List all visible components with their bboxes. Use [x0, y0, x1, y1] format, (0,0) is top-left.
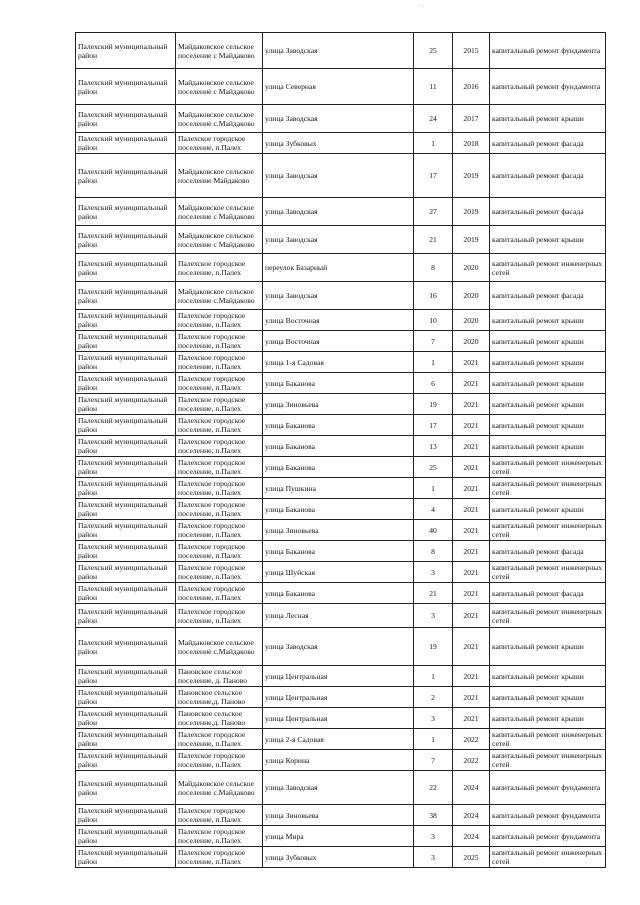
work-type-cell: капитальный ремонт крыши — [490, 373, 606, 394]
year-cell: 2021 — [453, 562, 490, 583]
house-number-cell: 22 — [414, 771, 453, 805]
year-cell: 2021 — [453, 541, 490, 562]
house-number-cell: 1 — [414, 666, 453, 687]
street-cell: улица Центральная — [263, 708, 414, 729]
year-cell: 2018 — [453, 133, 490, 154]
street-cell: улица Пушкина — [263, 478, 414, 499]
house-number-cell: 7 — [414, 331, 453, 352]
year-cell: 2024 — [453, 805, 490, 826]
work-type-cell: капитальный ремонт фундамента — [490, 33, 606, 69]
district-cell: Палехский муниципальный район — [76, 520, 176, 541]
house-number-cell: 21 — [414, 583, 453, 604]
street-cell: улица Заводская — [263, 771, 414, 805]
work-type-cell: капитальный ремонт фасада — [490, 583, 606, 604]
street-cell: улица Заводская — [263, 282, 414, 310]
house-number-cell: 25 — [414, 33, 453, 69]
district-cell: Палехский муниципальный район — [76, 105, 176, 133]
year-cell: 2021 — [453, 373, 490, 394]
house-number-cell: 8 — [414, 254, 453, 282]
work-type-cell: капитальный ремонт фундамента — [490, 771, 606, 805]
year-cell: 2024 — [453, 826, 490, 847]
house-number-cell: 24 — [414, 105, 453, 133]
year-cell: 2016 — [453, 69, 490, 105]
year-cell: 2021 — [453, 604, 490, 628]
year-cell: 2021 — [453, 628, 490, 666]
table-row — [76, 583, 606, 604]
table-row — [76, 415, 606, 436]
house-number-cell: 6 — [414, 373, 453, 394]
settlement-cell: Палехское городское поселение, п.Палех — [176, 499, 263, 520]
work-type-cell: капитальный ремонт инженерных сетей — [490, 562, 606, 583]
table-row — [76, 457, 606, 478]
house-number-cell: 40 — [414, 520, 453, 541]
year-cell: 2020 — [453, 310, 490, 331]
house-number-cell: 19 — [414, 394, 453, 415]
house-number-cell: 3 — [414, 826, 453, 847]
settlement-cell: Палехское городское поселение, п.Палех — [176, 520, 263, 541]
table-row — [76, 826, 606, 847]
year-cell: 2019 — [453, 154, 490, 198]
house-number-cell: 4 — [414, 499, 453, 520]
street-cell: улица Баканова — [263, 499, 414, 520]
table-row — [76, 394, 606, 415]
year-cell: 2020 — [453, 331, 490, 352]
table-row — [76, 105, 606, 133]
house-number-cell: 11 — [414, 69, 453, 105]
house-number-cell: 21 — [414, 226, 453, 254]
street-cell: улица Центральная — [263, 687, 414, 708]
settlement-cell: Пановское сельское поселение,д. Паново — [176, 708, 263, 729]
table-row — [76, 805, 606, 826]
street-cell: улица Северная — [263, 69, 414, 105]
settlement-cell: Майдаковское сельское поселение с.Майдаково — [176, 628, 263, 666]
work-type-cell: капитальный ремонт инженерных сетей — [490, 604, 606, 628]
settlement-cell: Майдаковское сельское поселение с Майдаково — [176, 226, 263, 254]
settlement-cell: Майдаковское сельское поселение Майдаково — [176, 154, 263, 198]
settlement-cell: Палехское городское поселение, п.Палех — [176, 583, 263, 604]
year-cell: 2019 — [453, 226, 490, 254]
year-cell: 2021 — [453, 352, 490, 373]
settlement-cell: Майдаковское сельское поселение с.Майдаково — [176, 282, 263, 310]
table-body — [76, 33, 606, 868]
street-cell: улица Корина — [263, 750, 414, 771]
settlement-cell: Палехское городское поселение, п.Палех — [176, 847, 263, 868]
street-cell: улица Баканова — [263, 457, 414, 478]
table-sheet — [75, 32, 605, 868]
district-cell: Палехский муниципальный район — [76, 826, 176, 847]
district-cell: Палехский муниципальный район — [76, 154, 176, 198]
street-cell: улица Центральная — [263, 666, 414, 687]
house-number-cell: 8 — [414, 541, 453, 562]
work-type-cell: капитальный ремонт инженерных сетей — [490, 847, 606, 868]
settlement-cell: Палехское городское поселение, п.Палех — [176, 352, 263, 373]
settlement-cell: Майдаковское сельское поселение с Майдаково — [176, 198, 263, 226]
year-cell: 2022 — [453, 750, 490, 771]
scan-mark: · . — [418, 3, 423, 9]
district-cell: Палехский муниципальный район — [76, 604, 176, 628]
district-cell: Палехский муниципальный район — [76, 133, 176, 154]
work-type-cell: капитальный ремонт крыши — [490, 226, 606, 254]
table-row — [76, 69, 606, 105]
house-number-cell: 10 — [414, 310, 453, 331]
table-row — [76, 154, 606, 198]
table-row — [76, 331, 606, 352]
settlement-cell: Майдаковское сельское поселение с.Майдаково — [176, 105, 263, 133]
settlement-cell: Палехское городское поселение, п.Палех — [176, 750, 263, 771]
settlement-cell: Палехское городское поселение, п.Палех — [176, 457, 263, 478]
district-cell: Палехский муниципальный район — [76, 562, 176, 583]
work-type-cell: капитальный ремонт фундамента — [490, 805, 606, 826]
settlement-cell: Палехское городское поселение, п.Палех — [176, 478, 263, 499]
work-type-cell: капитальный ремонт крыши — [490, 310, 606, 331]
table-row — [76, 478, 606, 499]
house-number-cell: 27 — [414, 198, 453, 226]
district-cell: Палехский муниципальный район — [76, 226, 176, 254]
table-row — [76, 133, 606, 154]
district-cell: Палехский муниципальный район — [76, 750, 176, 771]
district-cell: Палехский муниципальный район — [76, 708, 176, 729]
table-row — [76, 310, 606, 331]
house-number-cell: 1 — [414, 133, 453, 154]
district-cell: Палехский муниципальный район — [76, 394, 176, 415]
settlement-cell: Майдаковское сельское поселение с Майдаково — [176, 69, 263, 105]
street-cell: улица Баканова — [263, 373, 414, 394]
work-type-cell: капитальный ремонт крыши — [490, 105, 606, 133]
house-number-cell: 19 — [414, 628, 453, 666]
district-cell: Палехский муниципальный район — [76, 666, 176, 687]
settlement-cell: Майдаковское сельское поселение с Майдаково — [176, 33, 263, 69]
street-cell: улица Баканова — [263, 541, 414, 562]
house-number-cell: 17 — [414, 415, 453, 436]
house-number-cell: 13 — [414, 436, 453, 457]
settlement-cell: Палехское городское поселение, п.Палех — [176, 254, 263, 282]
settlement-cell: Палехское городское поселение, п.Палех — [176, 133, 263, 154]
table-row — [76, 771, 606, 805]
settlement-cell: Палехское городское поселение, п.Палех — [176, 310, 263, 331]
table-row — [76, 729, 606, 750]
year-cell: 2021 — [453, 520, 490, 541]
street-cell: улица Шуйская — [263, 562, 414, 583]
work-type-cell: капитальный ремонт фундамента — [490, 69, 606, 105]
settlement-cell: Палехское городское поселение, п.Палех — [176, 394, 263, 415]
repair-schedule-table — [75, 32, 606, 868]
street-cell: улица Заводская — [263, 105, 414, 133]
street-cell: улица 1-я Садовая — [263, 352, 414, 373]
district-cell: Палехский муниципальный район — [76, 729, 176, 750]
year-cell: 2022 — [453, 729, 490, 750]
settlement-cell: Палехское городское поселение, п.Палех — [176, 729, 263, 750]
work-type-cell: капитальный ремонт фасада — [490, 133, 606, 154]
table-row — [76, 282, 606, 310]
year-cell: 2021 — [453, 394, 490, 415]
table-row — [76, 254, 606, 282]
street-cell: улица Заводская — [263, 628, 414, 666]
street-cell: улица Баканова — [263, 583, 414, 604]
year-cell: 2025 — [453, 847, 490, 868]
settlement-cell: Палехское городское поселение, п.Палех — [176, 541, 263, 562]
house-number-cell: 3 — [414, 708, 453, 729]
settlement-cell: Пановское сельское поселение,д. Паново — [176, 687, 263, 708]
table-row — [76, 604, 606, 628]
table-row — [76, 33, 606, 69]
year-cell: 2021 — [453, 457, 490, 478]
house-number-cell: 1 — [414, 352, 453, 373]
house-number-cell: 3 — [414, 604, 453, 628]
work-type-cell: капитальный ремонт инженерных сетей — [490, 520, 606, 541]
work-type-cell: капитальный ремонт крыши — [490, 687, 606, 708]
work-type-cell: капитальный ремонт инженерных сетей — [490, 254, 606, 282]
work-type-cell: капитальный ремонт фасада — [490, 154, 606, 198]
house-number-cell: 16 — [414, 282, 453, 310]
year-cell: 2021 — [453, 666, 490, 687]
work-type-cell: капитальный ремонт крыши — [490, 331, 606, 352]
street-cell: улица Зиновьева — [263, 805, 414, 826]
year-cell: 2021 — [453, 708, 490, 729]
year-cell: 2021 — [453, 478, 490, 499]
settlement-cell: Палехское городское поселение, п.Палех — [176, 415, 263, 436]
year-cell: 2021 — [453, 436, 490, 457]
house-number-cell: 38 — [414, 805, 453, 826]
year-cell: 2019 — [453, 198, 490, 226]
year-cell: 2020 — [453, 282, 490, 310]
table-row — [76, 750, 606, 771]
district-cell: Палехский муниципальный район — [76, 687, 176, 708]
settlement-cell: Палехское городское поселение, п.Палех — [176, 331, 263, 352]
year-cell: 2017 — [453, 105, 490, 133]
settlement-cell: Майдаковское сельское поселение с.Майдаково — [176, 771, 263, 805]
work-type-cell: капитальный ремонт крыши — [490, 394, 606, 415]
settlement-cell: Палехское городское поселение, п.Палех — [176, 805, 263, 826]
district-cell: Палехский муниципальный район — [76, 310, 176, 331]
year-cell: 2021 — [453, 415, 490, 436]
house-number-cell: 3 — [414, 562, 453, 583]
house-number-cell: 2 — [414, 687, 453, 708]
district-cell: Палехский муниципальный район — [76, 805, 176, 826]
work-type-cell: капитальный ремонт фасада — [490, 198, 606, 226]
work-type-cell: капитальный ремонт крыши — [490, 352, 606, 373]
year-cell: 2024 — [453, 771, 490, 805]
year-cell: 2015 — [453, 33, 490, 69]
district-cell: Палехский муниципальный район — [76, 771, 176, 805]
year-cell: 2021 — [453, 583, 490, 604]
settlement-cell: Палехское городское поселение, п.Палех — [176, 826, 263, 847]
work-type-cell: капитальный ремонт инженерных сетей — [490, 478, 606, 499]
settlement-cell: Палехское городское поселение, п.Палех — [176, 562, 263, 583]
work-type-cell: капитальный ремонт крыши — [490, 708, 606, 729]
table-row — [76, 541, 606, 562]
house-number-cell: 3 — [414, 847, 453, 868]
street-cell: улица Заводская — [263, 33, 414, 69]
house-number-cell: 1 — [414, 729, 453, 750]
table-row — [76, 562, 606, 583]
house-number-cell: 7 — [414, 750, 453, 771]
street-cell: улица 2-я Садовая — [263, 729, 414, 750]
district-cell: Палехский муниципальный район — [76, 436, 176, 457]
district-cell: Палехский муниципальный район — [76, 415, 176, 436]
district-cell: Палехский муниципальный район — [76, 198, 176, 226]
table-row — [76, 708, 606, 729]
work-type-cell: капитальный ремонт инженерных сетей — [490, 457, 606, 478]
table-row — [76, 666, 606, 687]
district-cell: Палехский муниципальный район — [76, 33, 176, 69]
work-type-cell: капитальный ремонт крыши — [490, 415, 606, 436]
table-row — [76, 628, 606, 666]
district-cell: Палехский муниципальный район — [76, 847, 176, 868]
work-type-cell: капитальный ремонт фасада — [490, 541, 606, 562]
table-row — [76, 847, 606, 868]
year-cell: 2021 — [453, 499, 490, 520]
street-cell: улица Баканова — [263, 415, 414, 436]
work-type-cell: капитальный ремонт крыши — [490, 666, 606, 687]
table-row — [76, 226, 606, 254]
street-cell: улица Восточная — [263, 310, 414, 331]
settlement-cell: Пановское сельское поселение, д. Паново — [176, 666, 263, 687]
settlement-cell: Палехское городское поселение, п.Палех — [176, 604, 263, 628]
work-type-cell: капитальный ремонт инженерных сетей — [490, 729, 606, 750]
district-cell: Палехский муниципальный район — [76, 457, 176, 478]
district-cell: Палехский муниципальный район — [76, 69, 176, 105]
table-row — [76, 352, 606, 373]
table-row — [76, 198, 606, 226]
street-cell: улица Зубковых — [263, 133, 414, 154]
year-cell: 2020 — [453, 254, 490, 282]
house-number-cell: 1 — [414, 478, 453, 499]
work-type-cell: капитальный ремонт фундамента — [490, 826, 606, 847]
year-cell: 2021 — [453, 687, 490, 708]
table-row — [76, 520, 606, 541]
district-cell: Палехский муниципальный район — [76, 331, 176, 352]
work-type-cell: капитальный ремонт крыши — [490, 628, 606, 666]
table-row — [76, 436, 606, 457]
settlement-cell: Палехское городское поселение, п.Палех — [176, 373, 263, 394]
table-row — [76, 373, 606, 394]
work-type-cell: капитальный ремонт фасада — [490, 282, 606, 310]
district-cell: Палехский муниципальный район — [76, 282, 176, 310]
street-cell: улица Лесная — [263, 604, 414, 628]
street-cell: улица Зубковых — [263, 847, 414, 868]
district-cell: Палехский муниципальный район — [76, 254, 176, 282]
street-cell: улица Заводская — [263, 198, 414, 226]
street-cell: улица Восточная — [263, 331, 414, 352]
work-type-cell: капитальный ремонт крыши — [490, 436, 606, 457]
table-row — [76, 687, 606, 708]
street-cell: улица Зиновьева — [263, 394, 414, 415]
district-cell: Палехский муниципальный район — [76, 499, 176, 520]
district-cell: Палехский муниципальный район — [76, 628, 176, 666]
district-cell: Палехский муниципальный район — [76, 352, 176, 373]
district-cell: Палехский муниципальный район — [76, 541, 176, 562]
street-cell: переулок Базарный — [263, 254, 414, 282]
street-cell: улица Баканова — [263, 436, 414, 457]
house-number-cell: 25 — [414, 457, 453, 478]
street-cell: улица Заводская — [263, 154, 414, 198]
table-row — [76, 499, 606, 520]
street-cell: улица Зиновьева — [263, 520, 414, 541]
district-cell: Палехский муниципальный район — [76, 478, 176, 499]
settlement-cell: Палехское городское поселение, п.Палех — [176, 436, 263, 457]
district-cell: Палехский муниципальный район — [76, 373, 176, 394]
work-type-cell: капитальный ремонт крыши — [490, 499, 606, 520]
street-cell: улица Мира — [263, 826, 414, 847]
work-type-cell: капитальный ремонт инженерных сетей — [490, 750, 606, 771]
street-cell: улица Заводская — [263, 226, 414, 254]
house-number-cell: 17 — [414, 154, 453, 198]
district-cell: Палехский муниципальный район — [76, 583, 176, 604]
